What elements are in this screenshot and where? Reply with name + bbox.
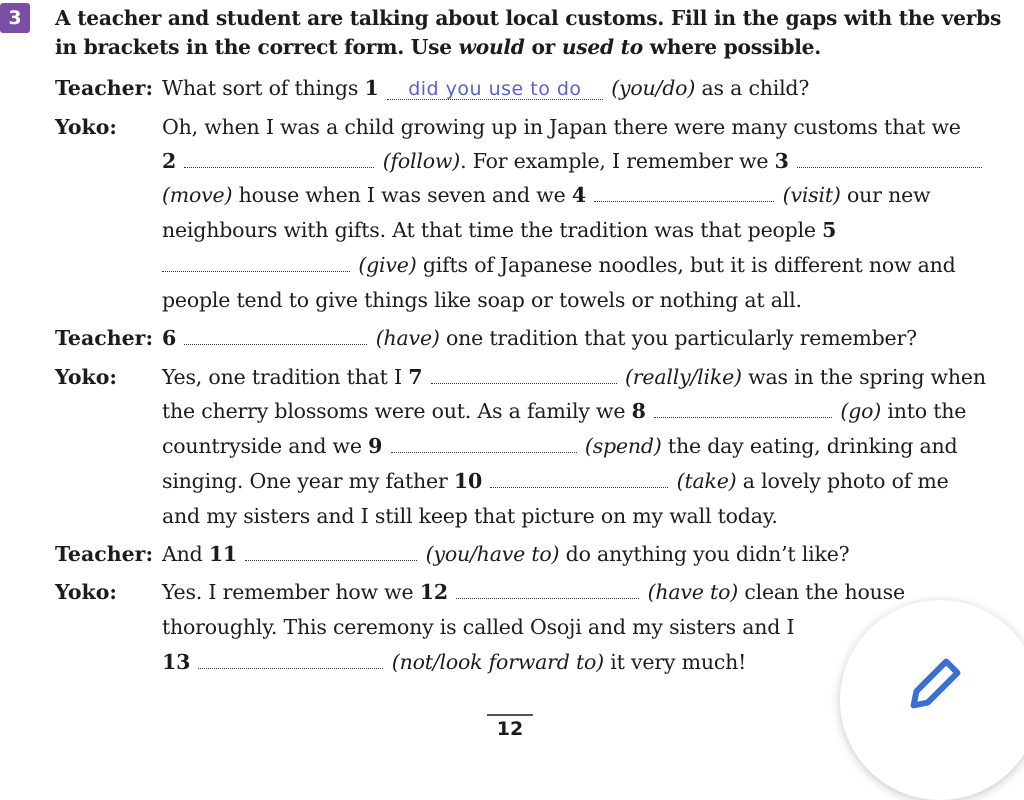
- dialogue-line: thoroughly. This ceremony is called Osoji and my sisters and I: [162, 615, 795, 639]
- gap-7[interactable]: [431, 382, 617, 384]
- page-number-rule: [487, 714, 533, 716]
- gap-12[interactable]: [456, 597, 639, 599]
- dialogue-line: and my sisters and I still keep that picture on my wall today.: [162, 504, 778, 528]
- gap-11[interactable]: [245, 559, 417, 561]
- dialogue-line: the cherry blossoms were out. As a family we 8 (go) into the: [162, 399, 967, 423]
- gap-10[interactable]: [490, 486, 668, 488]
- dialogue-line: neighbours with gifts. At that time the tradition was that people 5: [162, 218, 837, 242]
- edit-button[interactable]: [840, 600, 1024, 800]
- gap-2[interactable]: [184, 166, 374, 168]
- page-number: 12: [496, 718, 524, 740]
- speaker-teacher: Teacher:: [55, 542, 154, 566]
- speaker-teacher: Teacher:: [55, 76, 154, 100]
- gap-4[interactable]: [594, 200, 774, 202]
- gap-1-answer[interactable]: did you use to do: [387, 79, 603, 100]
- speaker-teacher: Teacher:: [55, 326, 154, 350]
- dialogue-line: Yes. I remember how we 12 (have to) clean the house: [162, 580, 905, 604]
- dialogue-line: 2 (follow). For example, I remember we 3: [162, 144, 984, 178]
- dialogue-line: Oh, when I was a child growing up in Japan there were many customs that we: [162, 115, 961, 139]
- gap-5[interactable]: [162, 270, 350, 272]
- dialogue-line: What sort of things 1 did you use to do (you/do) as a child?: [162, 76, 810, 100]
- gap-9[interactable]: [391, 451, 577, 453]
- speaker-yoko: Yoko:: [55, 115, 117, 139]
- gap-8[interactable]: [654, 416, 832, 418]
- dialogue-line: 6 (have) one tradition that you particularly remember?: [162, 326, 917, 350]
- gap-3[interactable]: [797, 166, 982, 168]
- speaker-yoko: Yoko:: [55, 365, 117, 389]
- dialogue-line: singing. One year my father 10 (take) a lovely photo of me: [162, 469, 949, 493]
- speaker-yoko: Yoko:: [55, 580, 117, 604]
- dialogue-line: And 11 (you/have to) do anything you didn’t like?: [162, 542, 850, 566]
- pencil-icon: [900, 655, 964, 719]
- dialogue-line: countryside and we 9 (spend) the day eating, drinking and: [162, 434, 958, 458]
- dialogue-line: (move) house when I was seven and we 4 (visit) our new: [162, 183, 931, 207]
- gap-13[interactable]: [198, 667, 383, 669]
- dialogue-line: people tend to give things like soap or towels or nothing at all.: [162, 288, 802, 312]
- dialogue-line: 13 (not/look forward to) it very much!: [162, 650, 747, 674]
- gap-6[interactable]: [184, 343, 367, 345]
- dialogue-line: (give) gifts of Japanese noodles, but it is different now and: [162, 248, 956, 282]
- exercise-instructions: A teacher and student are talking about local customs. Fill in the gaps with the verbs in brackets in the correct form. Use would or used to where possible.: [55, 6, 1002, 59]
- exercise-number-badge: 3: [0, 3, 30, 33]
- dialogue-line: Yes, one tradition that I 7 (really/like) was in the spring when: [162, 365, 986, 389]
